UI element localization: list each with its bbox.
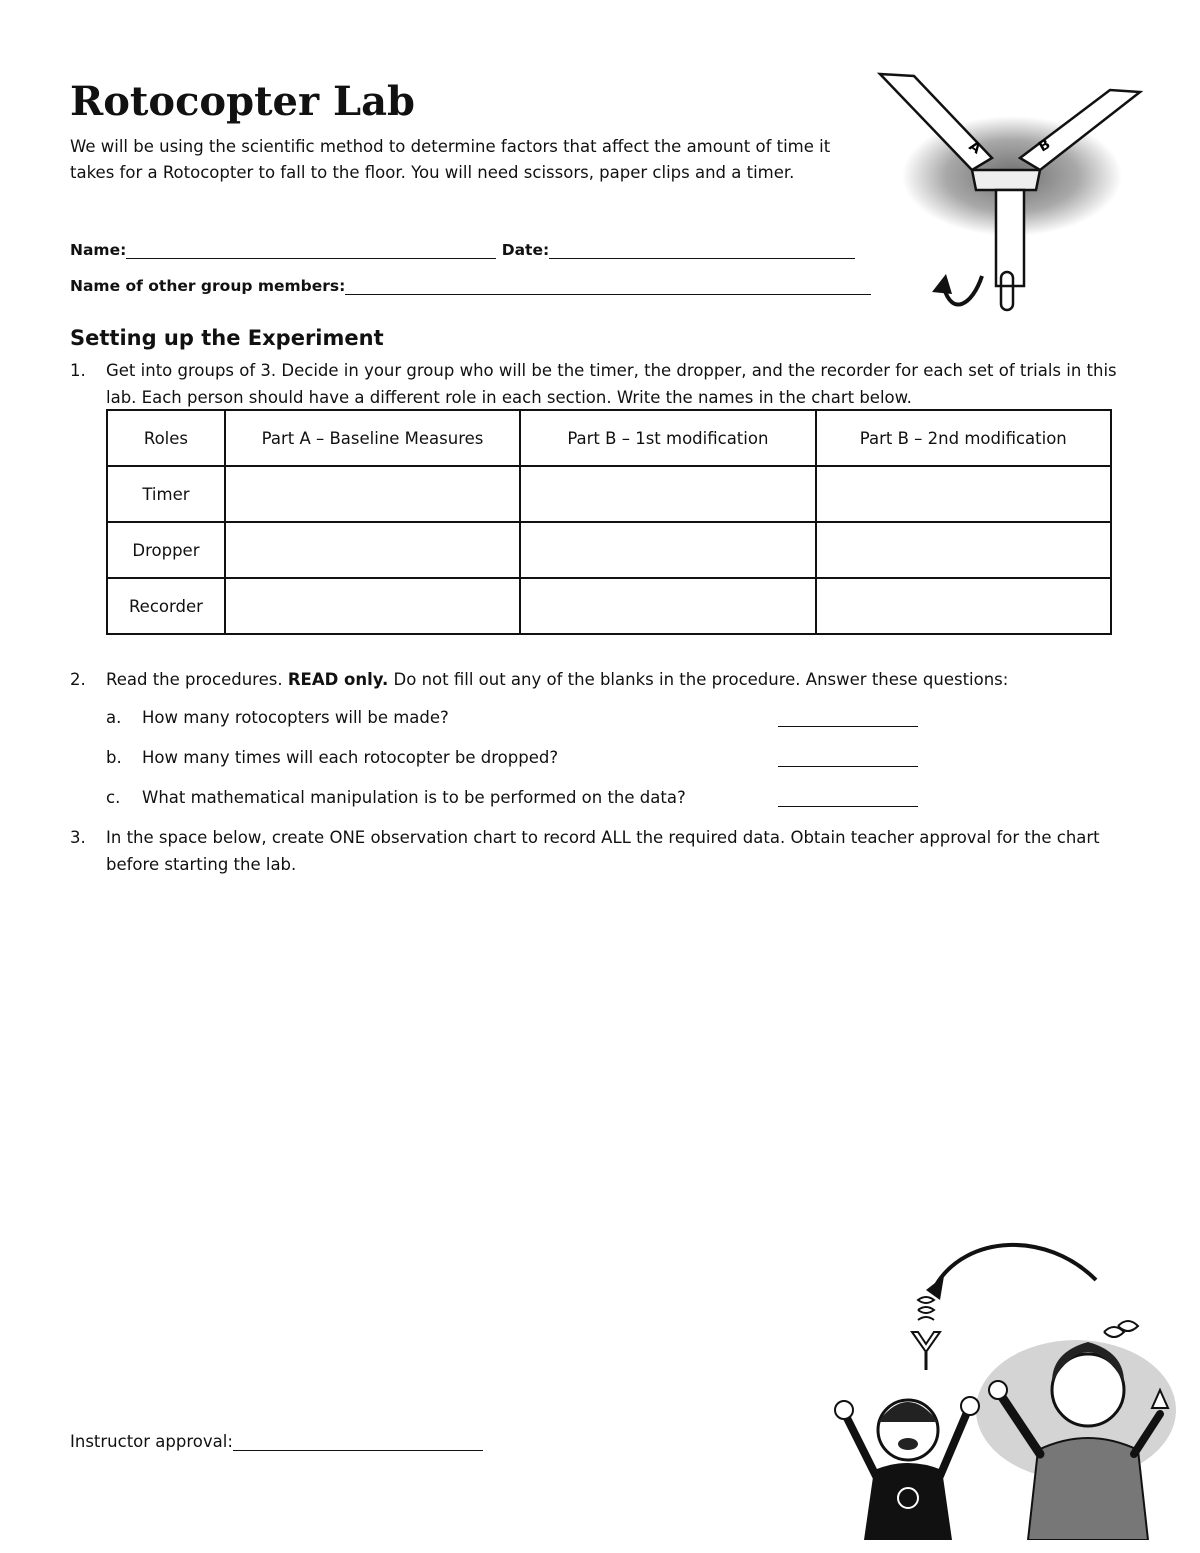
question-letter: a. [106,708,122,727]
step-2 [70,666,1130,693]
falling-rotocopter [912,1332,940,1352]
toss-arrow [936,1245,1096,1285]
page-title: Rotocopter Lab [70,78,416,125]
rotocopter-illustration [872,66,1152,326]
roles-table [106,409,1112,635]
role-label: Timer [107,466,225,522]
blade-letter-b: B [1036,136,1054,156]
girl-shirt [1028,1438,1148,1540]
step-text-emphasis: READ only. [287,670,389,689]
table-cell[interactable] [816,578,1111,634]
table-row [107,522,1111,578]
table-header: Roles [107,410,225,466]
date-label: Date: [501,241,550,259]
table-cell[interactable] [520,578,815,634]
name-date-row [70,240,855,259]
step-text-part: Do not fill out any of the blanks in the procedure. Answer these questions: [388,670,1009,689]
step-1 [70,357,1130,411]
approval-label: Instructor approval: [70,1432,233,1451]
spin-trail [918,1297,934,1320]
table-header: Part A – Baseline Measures [225,410,520,466]
group-members-field[interactable] [345,276,871,295]
answer-blank[interactable] [778,726,918,727]
table-cell[interactable] [225,466,520,522]
boy-hair [878,1402,938,1422]
step-3 [70,824,1130,878]
table-header-row [107,410,1111,466]
step-number: 3. [70,828,86,847]
step-text: In the space below, create ONE observation chart to record ALL the required data. Obtain teacher approval for the chart before starting the lab. [106,828,1100,874]
name-label: Name: [70,241,127,259]
table-cell[interactable] [816,522,1111,578]
step-text-part: Read the procedures. [106,670,288,689]
rotor-hub [972,170,1040,190]
spin-trail-right [1104,1321,1138,1337]
answer-blank[interactable] [778,766,918,767]
table-cell[interactable] [816,466,1111,522]
date-field[interactable] [549,240,855,259]
group-members-row [70,276,871,295]
blade-letter-a: A [965,138,984,158]
table-row [107,578,1111,634]
question-text: How many times will each rotocopter be dropped? [142,748,559,767]
step-text: Get into groups of 3. Decide in your group who will be the timer, the dropper, and the recorder for each set of trials in this lab. Each person should have a different role in each section. Write the names in the chart below. [106,361,1117,407]
question-letter: b. [106,748,122,767]
spin-arrow-head [932,274,952,294]
approval-field[interactable] [233,1432,483,1451]
table-cell[interactable] [225,578,520,634]
step-number: 2. [70,670,86,689]
boy-hand-left [835,1401,853,1419]
table-cell[interactable] [520,466,815,522]
question-text: How many rotocopters will be made? [142,708,449,727]
question-text: What mathematical manipulation is to be performed on the data? [142,788,686,807]
table-row [107,466,1111,522]
step-number: 1. [70,361,86,380]
table-cell[interactable] [520,522,815,578]
answer-blank[interactable] [778,806,918,807]
boy-hand-right [961,1397,979,1415]
table-header: Part B – 1st modification [520,410,815,466]
name-field[interactable] [126,240,496,259]
table-header: Part B – 2nd modification [816,410,1111,466]
instructor-approval [70,1432,483,1451]
role-label: Recorder [107,578,225,634]
group-members-label: Name of other group members: [70,277,346,295]
section-title: Setting up the Experiment [70,326,384,350]
kids-illustration [826,1240,1176,1540]
role-label: Dropper [107,522,225,578]
boy-mouth [898,1438,918,1450]
intro-text: We will be using the scientific method to determine factors that affect the amount of time it takes for a Rotocopter to fall to the floor. You will need scissors, paper clips and a timer. [70,137,831,182]
girl-hand [989,1381,1007,1399]
question-letter: c. [106,788,121,807]
table-cell[interactable] [225,522,520,578]
step-text [106,666,1130,693]
